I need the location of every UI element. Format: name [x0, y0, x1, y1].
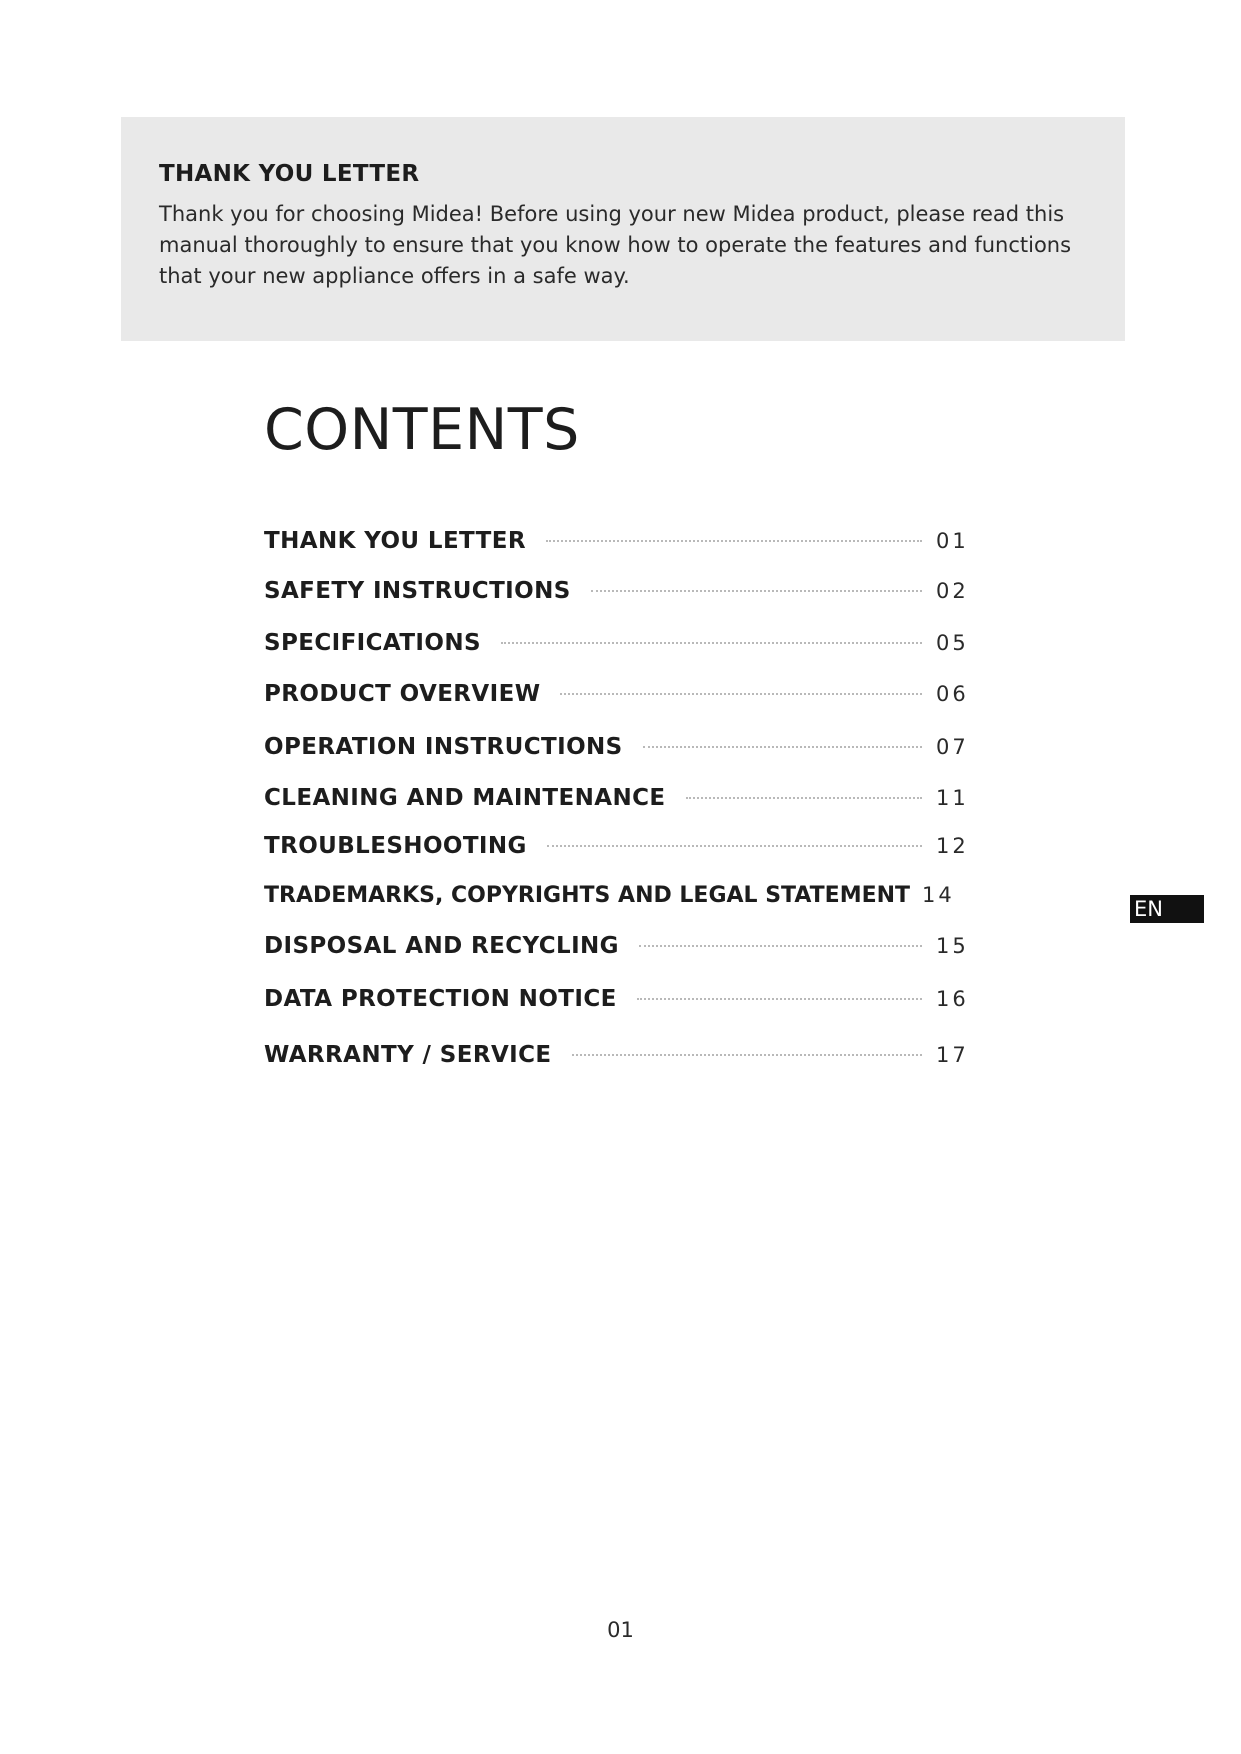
thank-you-body: Thank you for choosing Midea! Before using your new Midea product, please read this manual thoroughly to ensure that you know how to operate the features and functions that your new appliance offers in a safe way. — [159, 202, 1072, 288]
toc-dot-leader — [560, 693, 922, 695]
toc-entry[interactable] — [264, 730, 980, 764]
toc-entry-page: 11 — [936, 786, 969, 810]
toc-dot-leader — [591, 590, 922, 592]
toc-entry-label: CLEANING AND MAINTENANCE — [264, 785, 666, 811]
toc-entry-page: 17 — [936, 1043, 969, 1067]
toc-dot-leader — [501, 642, 922, 644]
toc-entry-label: TRADEMARKS, COPYRIGHTS AND LEGAL STATEMENT — [264, 882, 911, 908]
thank-you-title: THANK YOU LETTER — [159, 161, 420, 187]
toc-entry-label: TROUBLESHOOTING — [264, 833, 527, 859]
toc-dot-leader — [639, 945, 922, 947]
toc-entry[interactable] — [264, 1038, 980, 1072]
toc-entry-page: 14 — [922, 883, 955, 907]
toc-entry-page: 15 — [936, 934, 969, 958]
toc-entry-label: DISPOSAL AND RECYCLING — [264, 933, 619, 959]
toc-entry[interactable] — [264, 982, 980, 1016]
toc-entry-label: OPERATION INSTRUCTIONS — [264, 734, 623, 760]
toc-entry[interactable] — [264, 626, 980, 660]
toc-entry[interactable] — [264, 929, 980, 963]
toc-entry-label: SAFETY INSTRUCTIONS — [264, 578, 571, 604]
toc-entry-page: 16 — [936, 987, 969, 1011]
toc-dot-leader — [686, 797, 922, 799]
page-number: 01 — [607, 1618, 634, 1642]
toc-entry-page: 01 — [936, 529, 969, 553]
toc-entry-page: 02 — [936, 579, 969, 603]
toc-entry-page: 05 — [936, 631, 969, 655]
toc-entry-label: WARRANTY / SERVICE — [264, 1042, 552, 1068]
toc-entry-page: 06 — [936, 682, 969, 706]
toc-entry-label: THANK YOU LETTER — [264, 528, 526, 554]
toc-entry[interactable] — [264, 878, 980, 912]
toc-entry[interactable] — [264, 574, 980, 608]
toc-entry[interactable] — [264, 524, 980, 558]
toc-entry[interactable] — [264, 781, 980, 815]
toc-entry-label: SPECIFICATIONS — [264, 630, 481, 656]
contents-title: CONTENTS — [264, 397, 580, 463]
toc-dot-leader — [546, 540, 922, 542]
toc-entry-label: PRODUCT OVERVIEW — [264, 681, 541, 707]
toc-entry-page: 07 — [936, 735, 969, 759]
toc-entry-page: 12 — [936, 834, 969, 858]
toc-dot-leader — [643, 746, 922, 748]
toc-dot-leader — [637, 998, 922, 1000]
toc-entry[interactable] — [264, 829, 980, 863]
table-of-contents — [264, 0, 980, 1754]
language-tab: EN — [1130, 895, 1204, 923]
toc-dot-leader — [547, 845, 922, 847]
toc-entry-label: DATA PROTECTION NOTICE — [264, 986, 617, 1012]
toc-entry[interactable] — [264, 677, 980, 711]
toc-dot-leader — [572, 1054, 922, 1056]
